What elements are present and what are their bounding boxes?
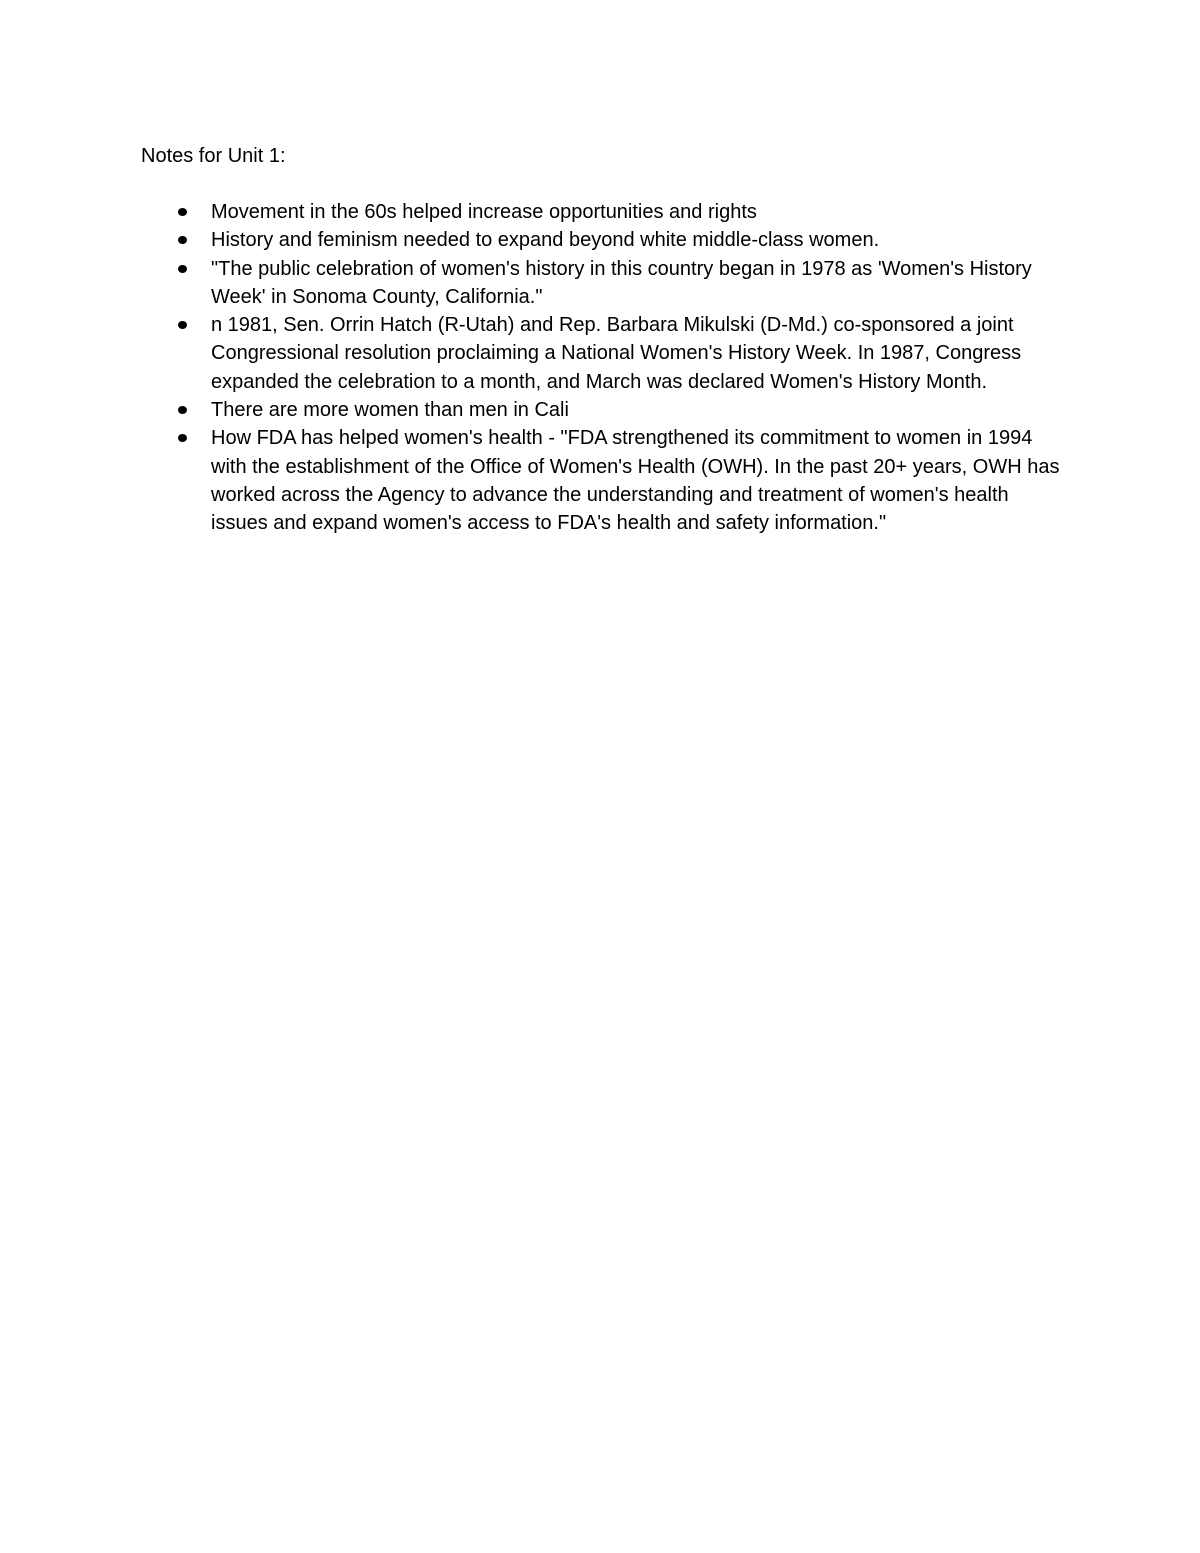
bullet-icon — [178, 265, 187, 273]
list-item — [0, 226, 1200, 254]
list-item — [0, 424, 1200, 537]
bullet-icon — [178, 406, 187, 414]
list-item — [0, 255, 1200, 312]
list-item — [0, 311, 1200, 396]
list-item — [0, 396, 1200, 424]
notes-list — [0, 198, 1200, 538]
list-item-text: "The public celebration of women's history in this country began in 1978 as 'Women's History Week' in Sonoma County, California." — [211, 257, 1032, 308]
bullet-icon — [178, 321, 187, 329]
list-item-text: n 1981, Sen. Orrin Hatch (R-Utah) and Rep. Barbara Mikulski (D-Md.) co-sponsored a joint Congressional resolution proclaiming a National Women's History Week. In 1987, Congress expanded the celebration to a month, and March was declared Women's History Month. — [211, 314, 1022, 393]
list-item-text: There are more women than men in Cali — [211, 399, 569, 422]
list-item-text: Movement in the 60s helped increase opportunities and rights — [211, 201, 757, 223]
bullet-icon — [178, 208, 187, 216]
bullet-icon — [178, 434, 187, 442]
list-item — [0, 198, 1200, 226]
list-item-text: How FDA has helped women's health - "FDA strengthened its commitment to women in 1994 with the establishment of the Office of Women's Health (OWH). In the past 20+ years, OWH has worked across the Agency to advance the understanding and treatment of women's health issues and expand women's access to FDA's health and safety information." — [211, 427, 1060, 535]
notes-heading: Notes for Unit 1: — [141, 145, 286, 167]
list-item-text: History and feminism needed to expand beyond white middle-class women. — [211, 229, 880, 252]
bullet-icon — [178, 236, 187, 244]
